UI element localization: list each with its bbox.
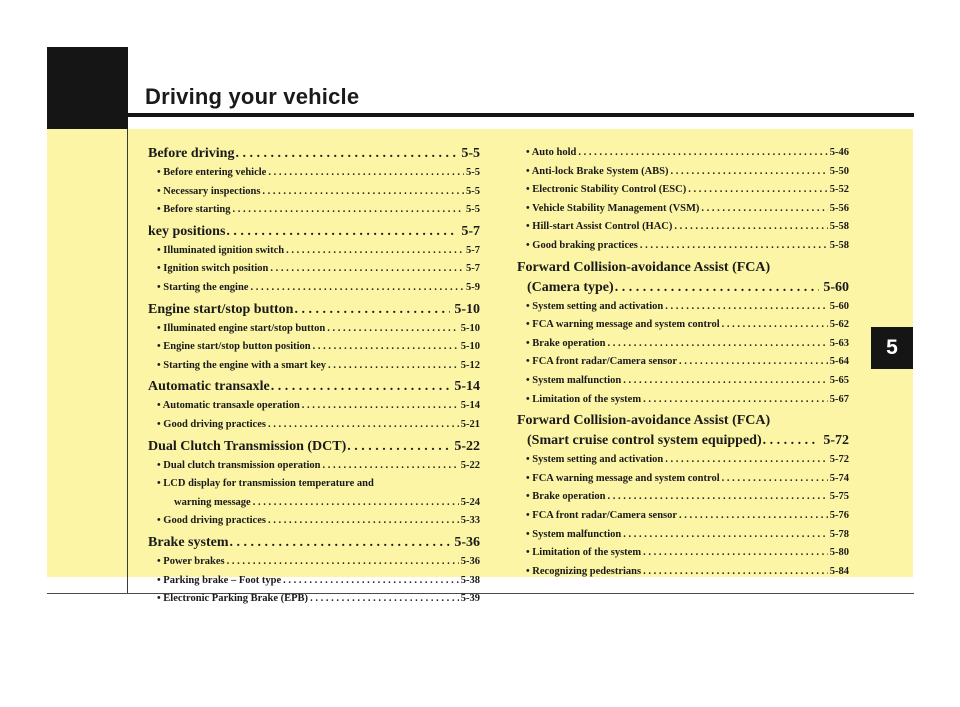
toc-page-number: 5-50 (829, 165, 849, 177)
toc-entry-label: • Brake operation (526, 337, 606, 349)
toc-page-number: 5-64 (829, 356, 849, 368)
toc-entry[interactable] (148, 397, 480, 416)
toc-entry-label: • Dual clutch transmission operation (157, 459, 321, 471)
dot-leader (701, 200, 827, 219)
dot-leader (268, 416, 459, 435)
toc-entry[interactable] (517, 526, 849, 545)
toc-entry[interactable] (517, 488, 849, 507)
toc-entry-label: • Brake operation (526, 491, 606, 503)
toc-page-number: 5-33 (460, 515, 480, 527)
dot-leader (643, 391, 828, 410)
toc-entry-label: • Engine start/stop button position (157, 341, 311, 353)
toc-page-number: 5-36 (460, 555, 480, 567)
dot-leader (679, 353, 828, 372)
dot-leader (310, 590, 459, 609)
toc-page-number: 5-12 (460, 359, 480, 371)
toc-page-number: 5-21 (460, 418, 480, 430)
toc-right-column (517, 144, 849, 581)
chapter-corner-block (47, 47, 128, 129)
dot-leader (226, 222, 457, 242)
toc-page-number: 5-5 (466, 167, 480, 178)
dot-leader (347, 437, 450, 457)
dot-leader (688, 181, 828, 200)
dot-leader (286, 242, 464, 261)
toc-page-number: 5-60 (829, 300, 849, 312)
toc-entry[interactable] (148, 338, 480, 357)
toc-entry-label: • Illuminated engine start/stop button (157, 322, 326, 334)
dot-leader (608, 335, 828, 354)
toc-entry[interactable] (148, 320, 480, 339)
toc-page-number: 5-38 (460, 574, 480, 586)
toc-entry-label: • Before starting (157, 204, 231, 216)
toc-entry[interactable] (148, 512, 480, 531)
toc-section-entry[interactable] (148, 533, 480, 553)
toc-entry-label: • System malfunction (526, 528, 622, 540)
margin-line (127, 129, 128, 594)
toc-page-number: 5-58 (829, 239, 849, 251)
toc-section-entry[interactable] (517, 431, 849, 451)
dot-leader (250, 279, 464, 298)
toc-entry[interactable] (517, 298, 849, 317)
toc-entry[interactable] (148, 183, 480, 202)
toc-section-entry[interactable] (148, 377, 480, 397)
toc-entry[interactable] (517, 218, 849, 237)
toc-page-number: 5-76 (829, 509, 849, 521)
toc-entry[interactable] (148, 164, 480, 183)
dot-leader (608, 488, 828, 507)
toc-entry-label: (Smart cruise control system equipped) (527, 433, 762, 449)
dot-leader (323, 457, 459, 476)
dot-leader (722, 316, 828, 335)
toc-entry[interactable] (148, 457, 480, 476)
toc-entry-label: • System setting and activation (526, 454, 664, 466)
dot-leader (313, 338, 459, 357)
toc-page-number: 5-7 (466, 244, 480, 256)
dot-leader (763, 431, 820, 451)
dot-leader (674, 218, 827, 237)
toc-entry-label: key positions (148, 223, 226, 239)
toc-entry[interactable] (517, 391, 849, 410)
toc-entry-label: • Necessary inspections (157, 185, 261, 197)
dot-leader (679, 507, 828, 526)
dot-leader (640, 237, 828, 256)
toc-entry[interactable] (517, 544, 849, 563)
toc-entry-label: • Electronic Stability Control (ESC) (526, 184, 687, 196)
toc-entry[interactable] (517, 335, 849, 354)
toc-entry[interactable] (148, 357, 480, 376)
toc-page-number: 5-75 (829, 491, 849, 503)
dot-leader (671, 163, 828, 182)
toc-entry[interactable] (517, 470, 849, 489)
toc-entry-label: • Ignition switch position (157, 263, 269, 275)
toc-entry[interactable] (148, 201, 480, 220)
toc-section-entry[interactable] (148, 144, 480, 164)
toc-entry[interactable] (148, 494, 480, 513)
dot-leader (665, 451, 827, 470)
toc-page-number: 5-67 (829, 393, 849, 405)
dot-leader (327, 320, 459, 339)
dot-leader (665, 298, 827, 317)
toc-entry[interactable] (148, 590, 480, 609)
toc-page-number: 5-52 (829, 184, 849, 196)
toc-entry-label: • Anti-lock Brake System (ABS) (526, 165, 669, 177)
dot-leader (623, 526, 827, 545)
toc-page-number: 5-62 (829, 319, 849, 331)
toc-entry[interactable] (517, 372, 849, 391)
dot-leader (643, 544, 828, 563)
toc-entry-label: • Good driving practices (157, 418, 266, 430)
toc-section-heading[interactable]: Forward Collision-avoidance Assist (FCA) (517, 413, 771, 429)
toc-page-number: 5-65 (829, 374, 849, 386)
toc-entry-label: • System setting and activation (526, 300, 664, 312)
toc-page-number: 5-9 (466, 281, 480, 293)
toc-entry-label: warning message (174, 496, 251, 508)
toc-entry[interactable] (148, 416, 480, 435)
toc-page-number: 5-74 (829, 472, 849, 484)
dot-leader (623, 372, 827, 391)
dot-leader (270, 260, 464, 279)
chapter-tab: 5 (871, 327, 913, 369)
toc-entry-label: • Limitation of the system (526, 547, 642, 559)
dot-leader (294, 300, 450, 320)
toc-entry-label: • Electronic Parking Brake (EPB) (157, 593, 309, 605)
toc-entry[interactable] (148, 260, 480, 279)
dot-leader (227, 553, 459, 572)
toc-page-number: 5-63 (829, 337, 849, 349)
toc-entry[interactable] (517, 144, 849, 163)
toc-entry-label: • FCA warning message and system control (526, 319, 720, 331)
toc-entry-label: Brake system (148, 534, 229, 550)
title-rule (128, 113, 914, 117)
toc-entry-label: • Vehicle Stability Management (VSM) (526, 202, 700, 214)
toc-page-number: 5-58 (829, 221, 849, 233)
toc-entry[interactable] (517, 200, 849, 219)
toc-entry[interactable] (517, 163, 849, 182)
toc-page-number: 5-22 (454, 438, 480, 454)
toc-page-number: 5-60 (823, 279, 849, 295)
toc-entry-label: • Illuminated ignition switch (157, 244, 285, 256)
toc-entry[interactable] (148, 279, 480, 298)
toc-page-number: 5-14 (460, 400, 480, 412)
toc-entry-label: • Good braking practices (526, 239, 638, 251)
toc-page-number: 5-22 (460, 459, 480, 471)
toc-entry[interactable] (148, 572, 480, 591)
dot-leader (578, 144, 827, 163)
toc-page-number: 5-78 (829, 528, 849, 540)
toc-entry-label: • Starting the engine (157, 281, 249, 293)
toc-entry-label: • FCA front radar/Camera sensor (526, 356, 678, 368)
toc-entry-label: (Camera type) (527, 279, 614, 295)
toc-page-number: 5-56 (829, 202, 849, 214)
toc-page-number: 5-72 (823, 433, 849, 449)
toc-entry-label: • Good driving practices (157, 515, 266, 527)
toc-entry-label: • Limitation of the system (526, 393, 642, 405)
dot-leader (230, 533, 451, 553)
toc-entry-label: • System malfunction (526, 374, 622, 386)
toc-entry-label: • FCA warning message and system control (526, 472, 720, 484)
dot-leader (302, 397, 459, 416)
toc-entry-label: • Auto hold (526, 147, 577, 158)
toc-page-number: 5-39 (460, 593, 480, 605)
toc-entry[interactable] (517, 353, 849, 372)
toc-section-entry[interactable] (148, 222, 480, 242)
toc-entry[interactable] (517, 507, 849, 526)
dot-leader (643, 563, 828, 582)
toc-entry-label: • Recognizing pedestrians (526, 565, 642, 577)
toc-entry[interactable] (517, 237, 849, 256)
toc-section-entry[interactable] (148, 300, 480, 320)
toc-entry-label: • Before entering vehicle (157, 167, 267, 178)
toc-entry[interactable] (517, 316, 849, 335)
dot-leader (615, 278, 820, 298)
toc-entry[interactable] (517, 563, 849, 582)
toc-entry-label: Dual Clutch Transmission (DCT) (148, 438, 347, 454)
toc-entry-label: Before driving (148, 146, 235, 161)
toc-section-entry[interactable] (517, 278, 849, 298)
toc-entry-label: • Automatic transaxle operation (157, 400, 300, 412)
toc-entry-label: • FCA front radar/Camera sensor (526, 509, 678, 521)
toc-entry[interactable] (517, 451, 849, 470)
toc-page-number: 5-7 (466, 263, 480, 275)
toc-entry[interactable] (148, 242, 480, 261)
toc-entry-heading[interactable]: • LCD display for transmission temperature and (157, 478, 374, 490)
toc-page-number: 5-46 (829, 147, 849, 158)
dot-leader (283, 572, 459, 591)
toc-entry-label: • Starting the engine with a smart key (157, 359, 327, 371)
toc-entry-label: Automatic transaxle (148, 379, 270, 395)
dot-leader (235, 144, 457, 164)
toc-section-heading[interactable]: Forward Collision-avoidance Assist (FCA) (517, 259, 771, 275)
toc-entry[interactable] (517, 181, 849, 200)
dot-leader (253, 494, 459, 513)
toc-page-number: 5-7 (461, 223, 480, 239)
toc-entry[interactable] (148, 553, 480, 572)
toc-page-number: 5-14 (454, 379, 480, 395)
dot-leader (268, 164, 464, 183)
toc-page-number: 5-36 (454, 534, 480, 550)
toc-page-number: 5-72 (829, 454, 849, 466)
dot-leader (232, 201, 464, 220)
toc-section-entry[interactable] (148, 437, 480, 457)
toc-page-number: 5-84 (829, 565, 849, 577)
toc-entry-label: • Power brakes (157, 555, 225, 567)
toc-page-number: 5-10 (454, 301, 480, 317)
dot-leader (328, 357, 459, 376)
dot-leader (271, 377, 451, 397)
dot-leader (268, 512, 459, 531)
toc-page-number: 5-10 (460, 322, 480, 334)
toc-entry-label: • Hill-start Assist Control (HAC) (526, 221, 673, 233)
dot-leader (262, 183, 464, 202)
toc-page-number: 5-5 (461, 146, 480, 161)
toc-entry-label: • Parking brake – Foot type (157, 574, 282, 586)
dot-leader (722, 470, 828, 489)
toc-page-number: 5-24 (460, 496, 480, 508)
toc-page-number: 5-5 (466, 185, 480, 197)
toc-page-number: 5-80 (829, 547, 849, 559)
toc-entry-label: Engine start/stop button (148, 301, 294, 317)
page-title: Driving your vehicle (145, 84, 360, 109)
toc-left-column (148, 144, 480, 609)
toc-page-number: 5-10 (460, 341, 480, 353)
toc-page-number: 5-5 (466, 204, 480, 216)
